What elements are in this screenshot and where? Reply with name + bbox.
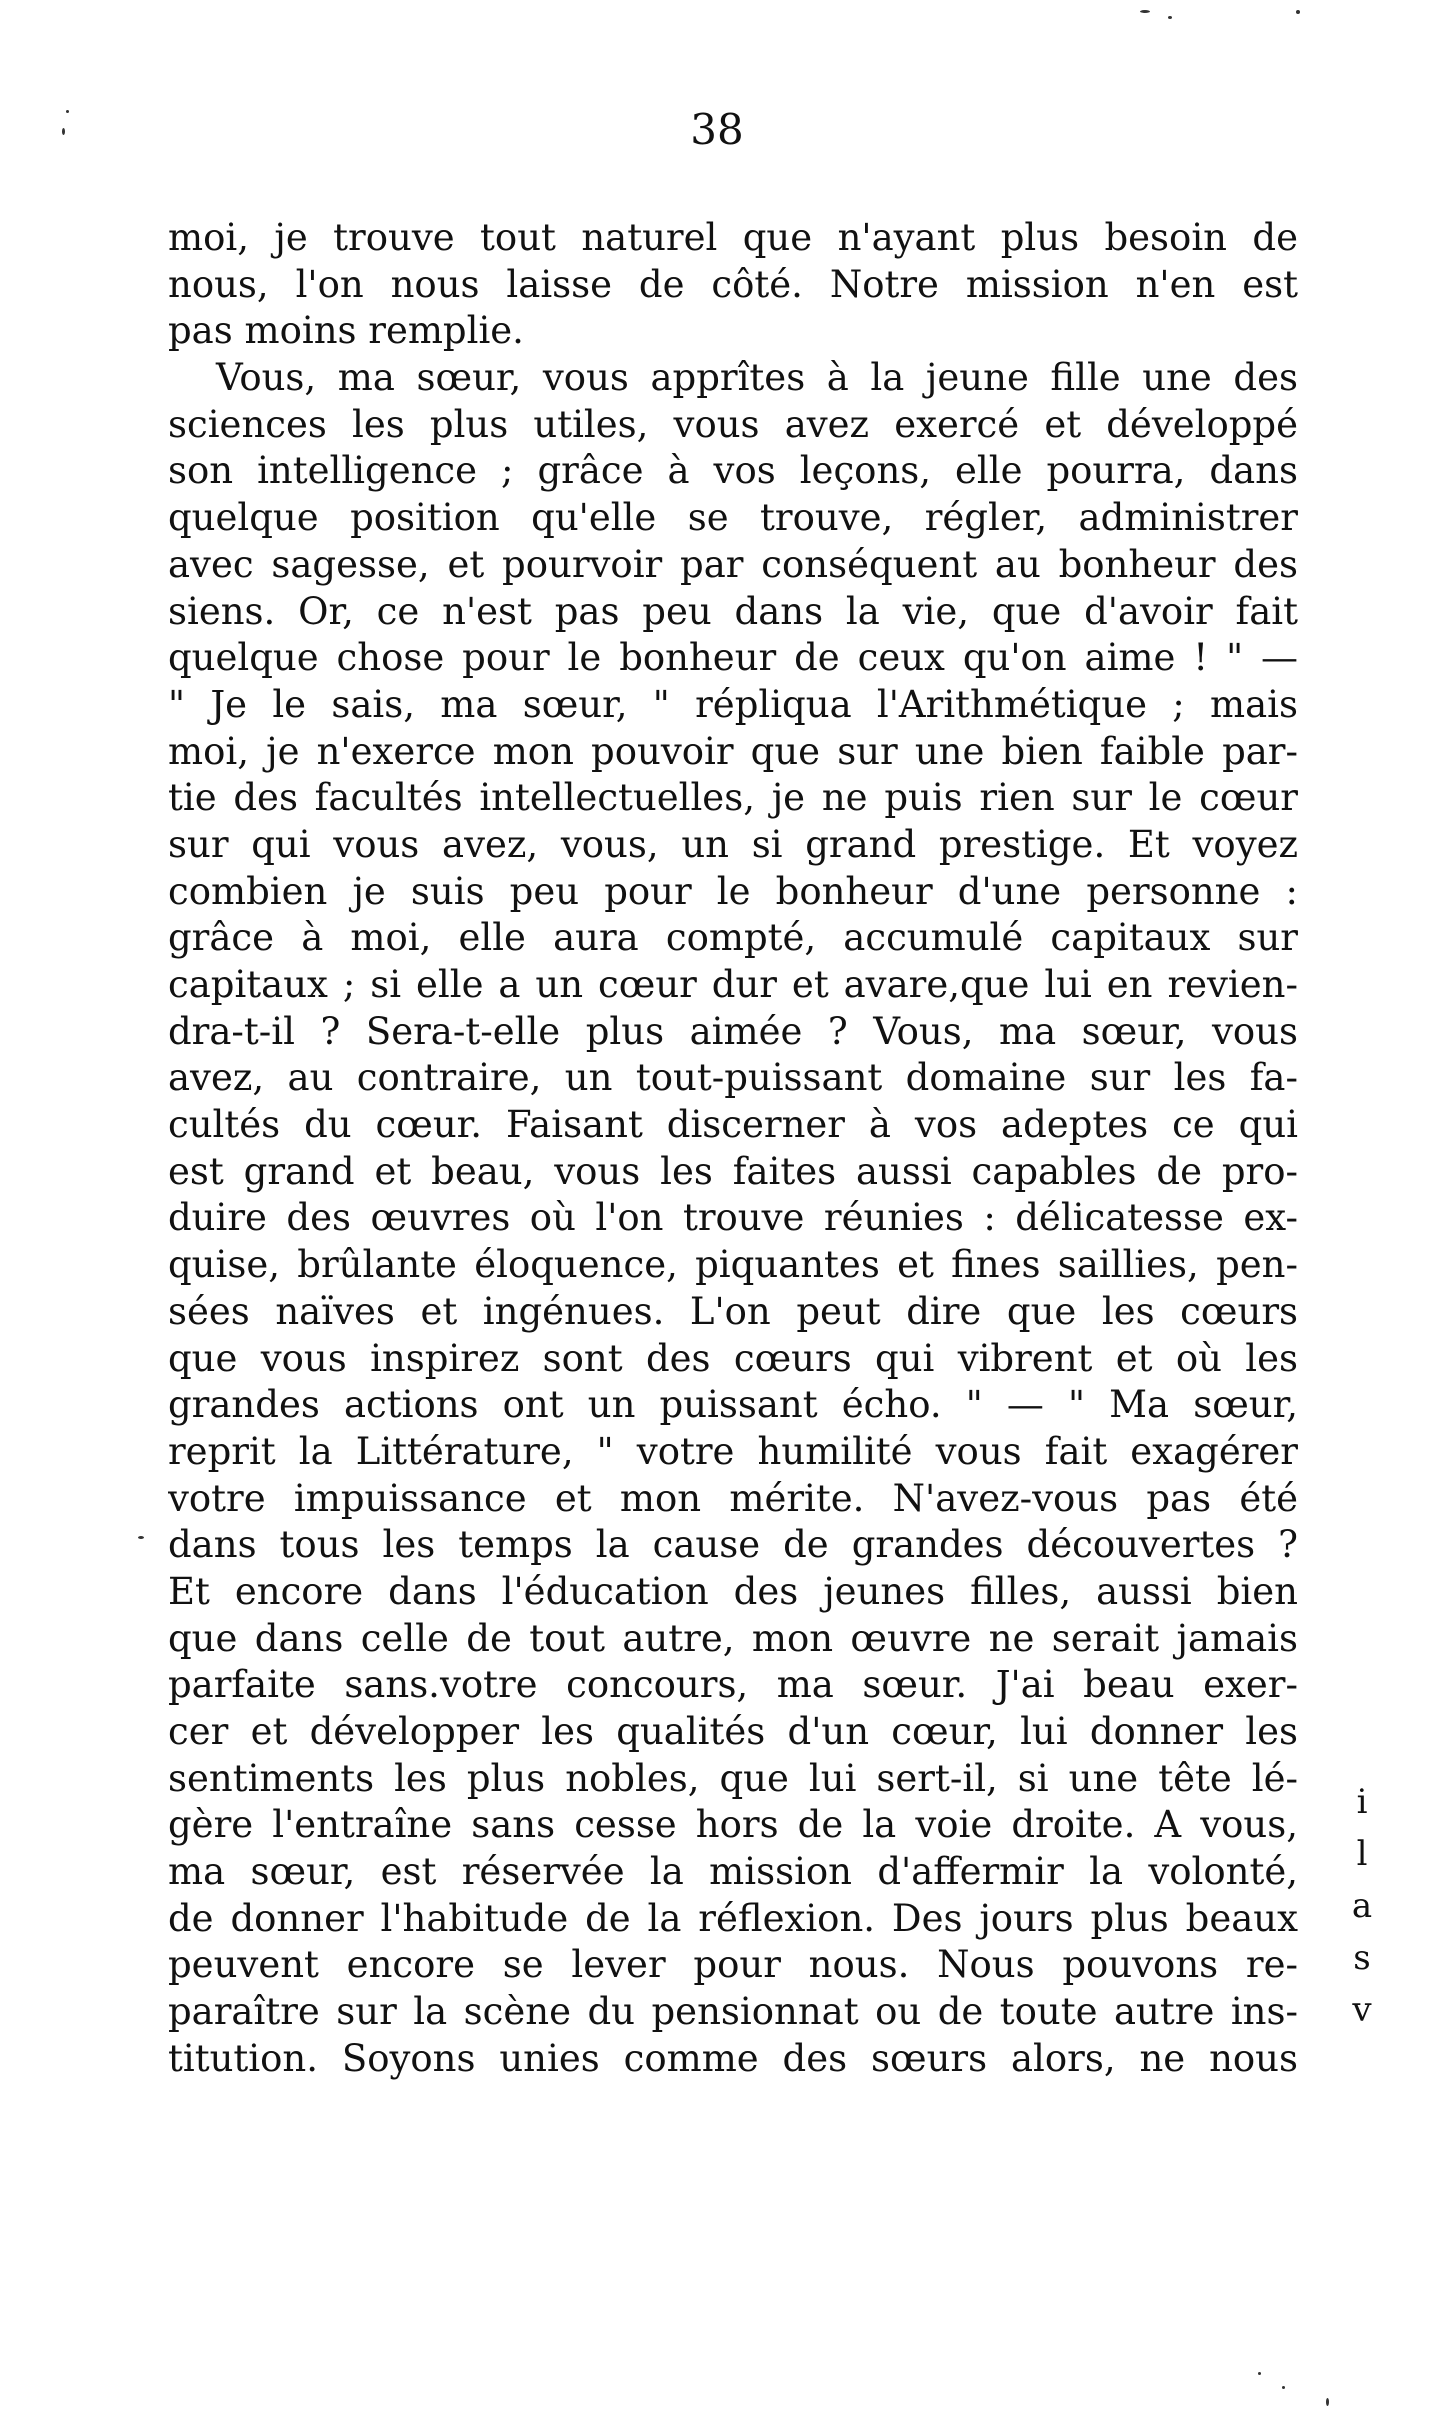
text-line: capitaux ; si elle a un cœur dur et avare,que lui en revien- [168,963,1298,1006]
text-line: votre impuissance et mon mérite. N'avez-vous pas été [168,1476,1298,1520]
text-line: grâce à moi, elle aura compté, accumulé capitaux sur [168,916,1298,960]
margin-letter: s [1353,1938,1371,1978]
text-line: titution. Soyons unies comme des sœurs alors, ne nous [168,2036,1298,2080]
text-line: Vous, ma sœur, vous apprîtes à la jeune fille une des [216,356,1298,400]
scan-speck [66,110,69,113]
scan-speck [1296,10,1300,14]
text-line: quelque chose pour le bonheur de ceux qu'on aime ! " — [168,636,1298,680]
text-line: est grand et beau, vous les faites aussi capables de pro- [168,1149,1298,1193]
text-line: parfaite sans.votre concours, ma sœur. J'ai beau exer- [168,1663,1298,1707]
text-line: moi, je n'exerce mon pouvoir que sur une bien faible par- [168,729,1298,773]
text-line: de donner l'habitude de la réflexion. Des jours plus beaux [168,1896,1298,1940]
text-line: dra-t-il ? Sera-t-elle plus aimée ? Vous, ma sœur, vous [168,1009,1298,1053]
page-number: 38 [690,105,744,154]
text-line: quise, brûlante éloquence, piquantes et fines saillies, pen- [168,1243,1298,1287]
text-line: quelque position qu'elle se trouve, régler, administrer [168,496,1298,540]
text-line: paraître sur la scène du pensionnat ou de toute autre ins- [168,1990,1298,2034]
margin-letter: l [1356,1834,1368,1874]
text-line: ma sœur, est réservée la mission d'affermir la volonté, [168,1850,1298,1894]
text-line: avec sagesse, et pourvoir par conséquent au bonheur des [168,542,1298,586]
text-line: sées naïves et ingénues. L'on peut dire que les cœurs [168,1289,1298,1333]
text-line: nous, l'on nous laisse de côté. Notre mission n'en est [168,262,1298,306]
text-line: cer et développer les qualités d'un cœur, lui donner les [168,1710,1298,1753]
text-line: reprit la Littérature, " votre humilité vous fait exagérer [168,1429,1298,1473]
scan-speck [1258,2372,1261,2375]
scan-speck [62,128,65,135]
text-line: peuvent encore se lever pour nous. Nous pouvons re- [168,1943,1298,1987]
scan-speck [1140,10,1150,13]
scan-speck [1168,16,1172,19]
text-line: que dans celle de tout autre, mon œuvre ne serait jamais [168,1616,1298,1660]
text-line: avez, au contraire, un tout-puissant domaine sur les fa- [168,1056,1298,1100]
text-line: cultés du cœur. Faisant discerner à vos adeptes ce qui [168,1103,1298,1147]
text-line: que vous inspirez sont des cœurs qui vibrent et où les [168,1336,1298,1380]
scan-speck [1282,2386,1285,2389]
text-line: tie des facultés intellectuelles, je ne puis rien sur le cœur [168,776,1298,820]
text-line: pas moins remplie. [168,309,524,353]
scan-speck [138,1536,144,1539]
text-line: siens. Or, ce n'est pas peu dans la vie, que d'avoir fait [168,589,1298,633]
margin-bleed-letters [1342,1776,1382,2036]
text-line: grandes actions ont un puissant écho. " — " Ma sœur, [168,1383,1298,1427]
body-text [168,215,1298,2083]
text-line: duire des œuvres où l'on trouve réunies : délicatesse ex- [168,1196,1298,1240]
text-line: sur qui vous avez, vous, un si grand prestige. Et voyez [168,822,1298,866]
text-line: sentiments les plus nobles, que lui sert-il, si une tête lé- [168,1756,1298,1800]
text-line: " Je le sais, ma sœur, " répliqua l'Arithmétique ; mais [168,682,1298,726]
text-line: moi, je trouve tout naturel que n'ayant plus besoin de [168,216,1298,259]
text-line: son intelligence ; grâce à vos leçons, elle pourra, dans [168,449,1298,493]
margin-letter: a [1351,1886,1373,1926]
margin-letter: i [1356,1782,1368,1822]
text-line: gère l'entraîne sans cesse hors de la voie droite. A vous, [168,1803,1298,1847]
text-line: combien je suis peu pour le bonheur d'une personne : [168,869,1298,913]
text-line: Et encore dans l'éducation des jeunes filles, aussi bien [168,1569,1298,1613]
scan-speck [1326,2398,1329,2406]
text-line: sciences les plus utiles, vous avez exercé et développé [168,402,1298,446]
text-line: dans tous les temps la cause de grandes découvertes ? [168,1523,1298,1567]
margin-letter: v [1352,1990,1372,2030]
